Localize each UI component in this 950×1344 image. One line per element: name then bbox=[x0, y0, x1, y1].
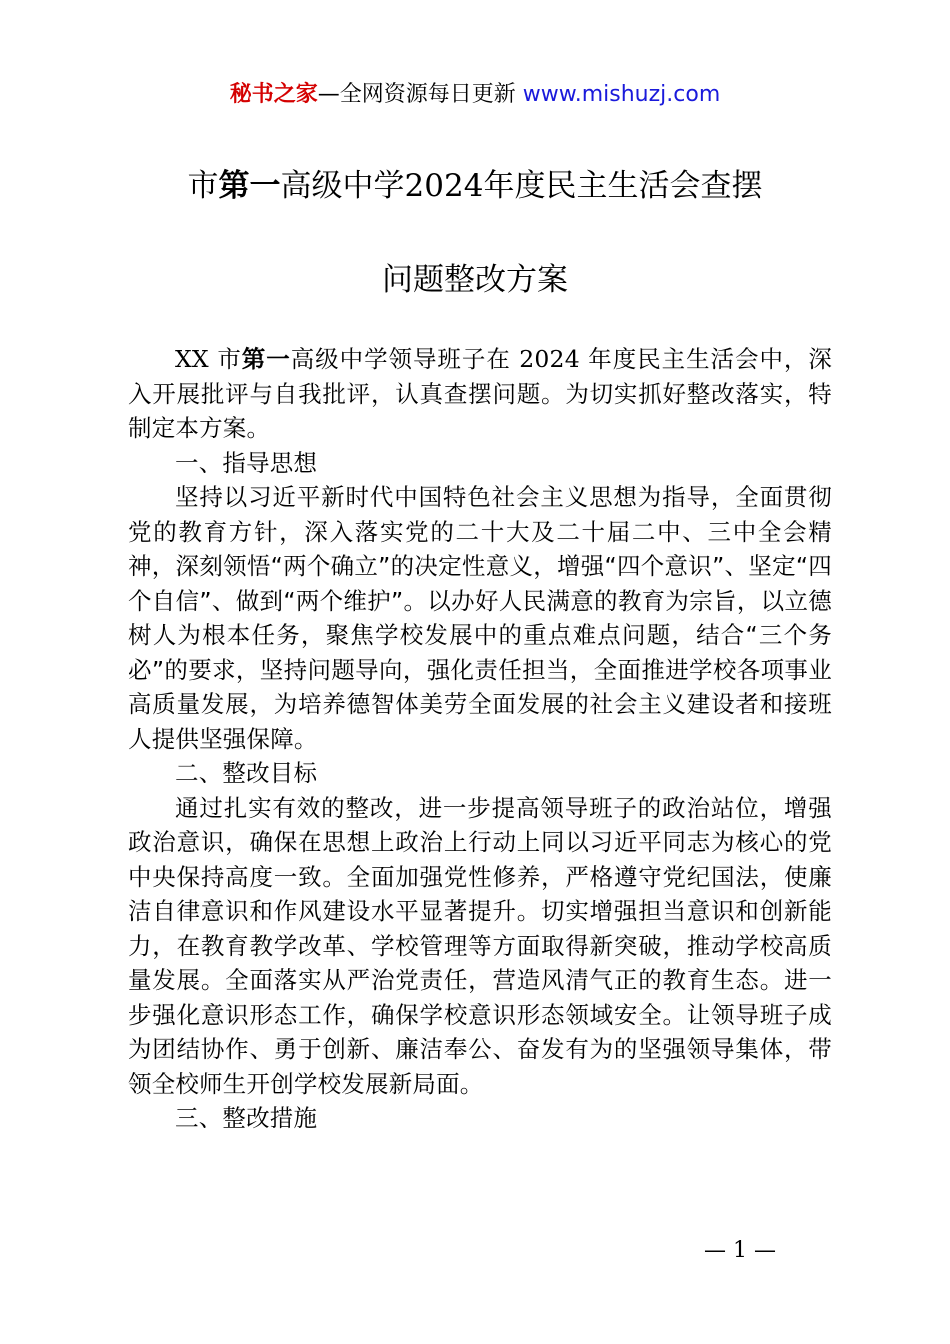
intro-year: 2024 bbox=[519, 345, 580, 373]
document-title-line-1 bbox=[0, 164, 950, 208]
section-heading: 三、整改措施 bbox=[175, 1104, 318, 1132]
intro-rest: 年度民主生活会中，深入开展批评与自我批评，认真查摆问题。为切实抓好整改落实，特制定本方案。 bbox=[128, 345, 833, 442]
title-prefix: 市 bbox=[187, 168, 219, 204]
title-post: 年度民主生活会查摆 bbox=[483, 168, 763, 204]
site-slogan: —全网资源每日更新 bbox=[317, 82, 516, 107]
section-heading: 一、指导思想 bbox=[175, 448, 318, 477]
intro-mid: 高级中学领导班子在 bbox=[290, 345, 511, 373]
intro-prefix: XX bbox=[175, 345, 209, 373]
site-brand: 秘书之家 bbox=[229, 82, 318, 107]
title-bold: 第一 bbox=[218, 168, 281, 204]
site-header bbox=[0, 78, 950, 112]
page-number: — 1 — bbox=[704, 1238, 776, 1263]
title-year: 2024 bbox=[404, 168, 484, 204]
site-url-link[interactable]: www.mishuzj.com bbox=[522, 82, 721, 107]
document-body bbox=[128, 342, 832, 1136]
intro-bold: 第一 bbox=[241, 345, 291, 373]
section-paragraph: 坚持以习近平新时代中国特色社会主义思想为指导，全面贯彻党的教育方针，深入落实党的二十大及二十届二中、三中全会精神，深刻领悟“两个确立”的决定性意义，增强“四个意识”、坚定“四个自信”、做到“两个维护”。以办好人民满意的教育为宗旨，以立德树人为根本任务，聚焦学校发展中的重点难点问题，结合“三个务必”的要求，坚持问题导向，强化责任担当，全面推进学校各项事业高质量发展，为培养德智体美劳全面发展的社会主义建设者和接班人提供坚强保障。 bbox=[128, 483, 832, 753]
intro-city: 市 bbox=[217, 345, 242, 373]
intro-paragraph bbox=[128, 342, 832, 446]
document-title-line-2: 问题整改方案 bbox=[382, 262, 568, 298]
section-paragraph: 通过扎实有效的整改，进一步提高领导班子的政治站位，增强政治意识，确保在思想上政治上行动上同以习近平同志为核心的党中央保持高度一致。全面加强党性修养，严格遵守党纪国法，使廉洁自律意识和作风建设水平显著提升。切实增强担当意识和创新能力，在教育教学改革、学校管理等方面取得新突破，推动学校高质量发展。全面落实从严治党责任，营造风清气正的教育生态。进一步强化意识形态工作，确保学校意识形态领域安全。让领导班子成为团结协作、勇于创新、廉洁奉公、奋发有为的坚强领导集体，带领全校师生开创学校发展新局面。 bbox=[128, 793, 832, 1098]
title-mid: 高级中学 bbox=[280, 168, 405, 204]
section-heading: 二、整改目标 bbox=[175, 759, 318, 787]
